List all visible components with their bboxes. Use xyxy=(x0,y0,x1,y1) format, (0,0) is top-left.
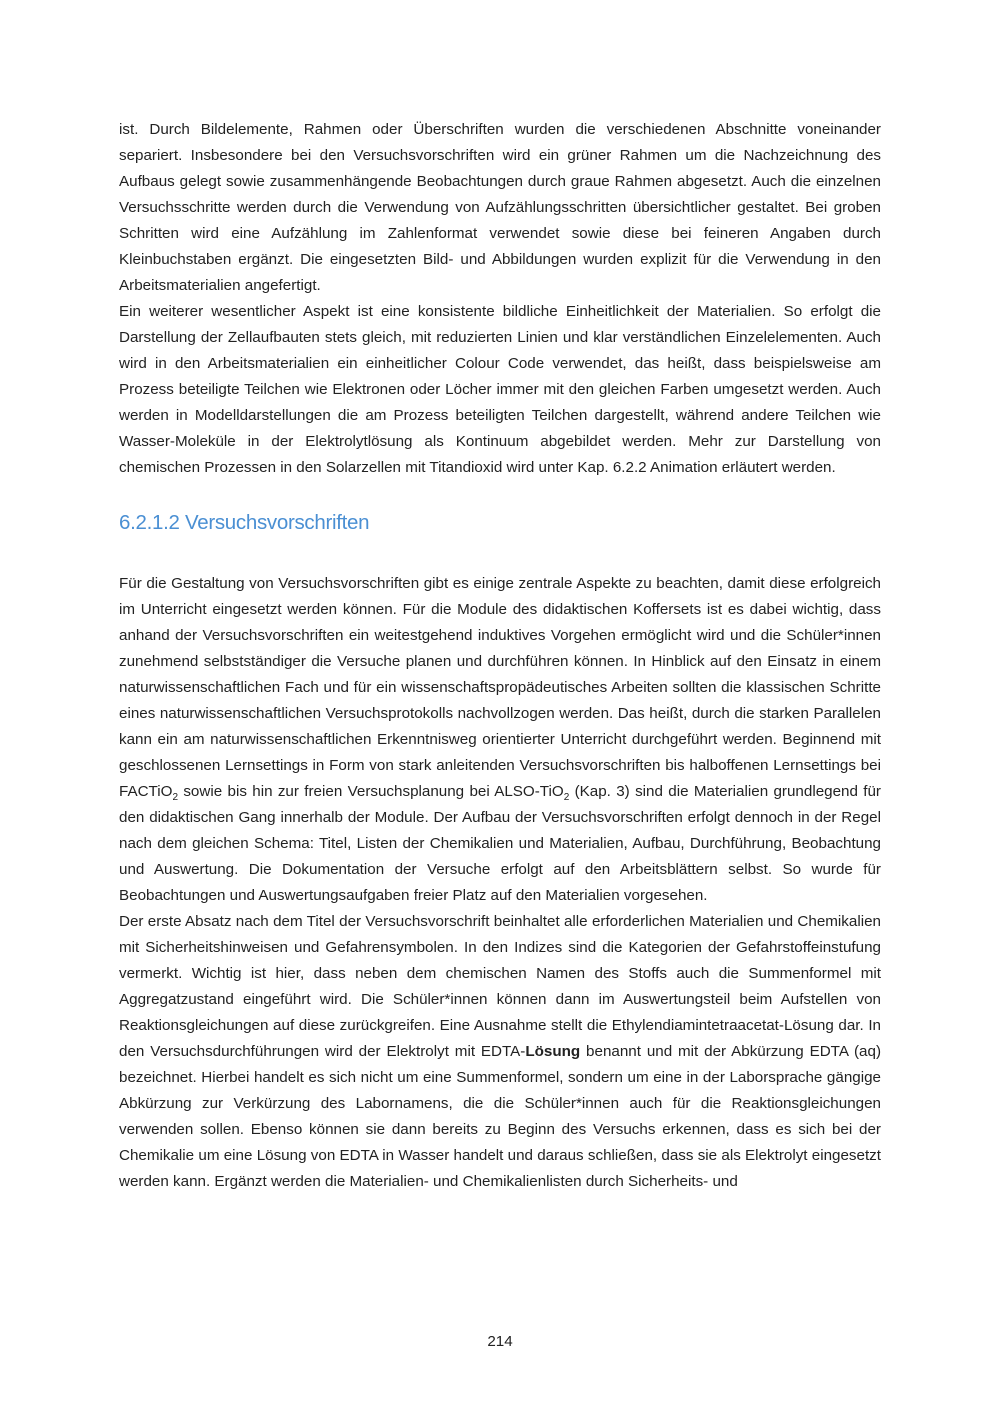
paragraph-text: sowie bis hin zur freien Versuchsplanung bei ALSO-TiO xyxy=(178,783,564,800)
paragraph-text: benannt und mit der Abkürzung EDTA (aq) bezeichnet. Hierbei handelt es sich nicht um eine Summenformel, sondern um eine in der Laborsprache gängige Abkürzung zur Verkürzung des Labornamens, die die Schüler*innen auch für die Reaktionsgleichungen verwenden sollen. Ebenso können sie dann bereits zu Beginn des Versuchs erkennen, dass es sich bei der Chemikalie um eine Lösung von EDTA in Wasser handelt und daraus schließen, dass sie als Elektrolyt eingesetzt werden kann. Ergänzt werden die Materialien- und Chemikalienlisten durch Sicherheits- und xyxy=(119,1043,882,1190)
subscript: 2 xyxy=(563,792,570,804)
paragraph-layout-conventions: ist. Durch Bildelemente, Rahmen oder Überschriften wurden die verschiedenen Abschnitte voneinander separiert. Insbesondere bei den Versuchsvorschriften wird ein grüner Rahmen um die Nachzeichnung des Aufbaus gelegt sowie zusammenhängende Beobachtungen durch graue Rahmen abgesetzt. Auch die einzelnen Versuchsschritte werden durch die Verwendung von Aufzählungsschritten übersichtlicher gestaltet. Bei groben Schritten wird eine Aufzählung im Zahlenformat verwendet sowie diese bei feineren Angaben durch Kleinbuchstaben ergänzt. Die eingesetzten Bild- und Abbildungen wurden explizit für die Verwendung in den Arbeitsmaterialien angefertigt. xyxy=(119,121,881,294)
section-heading: 6.2.1.2 Versuchsvorschriften xyxy=(119,511,370,534)
paragraph-materials-list xyxy=(119,909,881,1195)
bold-text: Lösung xyxy=(525,1043,581,1060)
paragraph-text: Für die Gestaltung von Versuchsvorschriften gibt es einige zentrale Aspekte zu beachten, damit diese erfolgreich im Unterricht eingesetzt werden können. Für die Module des didaktischen Koffersets ist es dabei wichtig, dass anhand der Versuchsvorschriften ein weitestgehend induktives Vorgehen ermöglicht wird und die Schüler*innen zunehmend selbstständiger die Versuche planen und durchführen können. In Hinblick auf den Einsatz in einem naturwissenschaftlichen Fach und für ein wissenschaftspropädeutisches Arbeiten sollten die klassischen Schritte eines naturwissenschaftlichen Versuchsprotokolls nachvollzogen werden. Das heißt, durch die starken Parallelen kann ein am naturwissenschaftlichen Erkenntnisweg orientierter Unterricht durchgeführt werden. Beginnend mit geschlossenen Lernsettings in Form von stark anleitenden Versuchsvorschriften bis halboffenen Lernsettings bei FACTiO xyxy=(119,575,881,800)
paragraph-text: (Kap. 3) sind die Materialien grundlegend für den didaktischen Gang innerhalb der Module. Der Aufbau der Versuchsvorschriften erfolgt dennoch in der Regel nach dem gleichen Schema: Titel, Listen der Chemikalien und Materialien, Aufbau, Durchführung, Beobachtung und Auswertung. Die Dokumentation der Versuche erfolgt auf den Arbeitsblättern selbst. So wurde für Beobachtungen und Auswertungsaufgaben freier Platz auf den Materialien vorgesehen. xyxy=(119,783,881,904)
paragraph-visual-consistency: Ein weiterer wesentlicher Aspekt ist eine konsistente bildliche Einheitlichkeit der Materialien. So erfolgt die Darstellung der Zellaufbauten stets gleich, mit reduzierten Linien und klar verständlichen Einzelelementen. Auch wird in den Arbeitsmaterialien ein einheitlicher Colour Code verwendet, das heißt, dass beispielsweise am Prozess beteiligte Teilchen wie Elektronen oder Löcher immer mit den gleichen Farben umgesetzt werden. Auch werden in Modelldarstellungen die am Prozess beteiligten Teilchen dargestellt, während andere Teilchen wie Wasser-Moleküle in der Elektrolytlösung als Kontinuum abgebildet werden. Mehr zur Darstellung von chemischen Prozessen in den Solarzellen mit Titandioxid wird unter Kap. 6.2.2 Animation erläutert werden. xyxy=(119,303,881,476)
subscript: 2 xyxy=(172,792,178,804)
page-number: 214 xyxy=(487,1333,513,1350)
paragraph-experiment-instructions xyxy=(119,571,881,909)
paragraph-text: Der erste Absatz nach dem Titel der Versuchsvorschrift beinhaltet alle erforderlichen Materialien und Chemikalien mit Sicherheitshinweisen und Gefahrensymbolen. In den Indizes sind die Kategorien der Gefahrstoffeinstufung vermerkt. Wichtig ist hier, dass neben dem chemischen Namen des Stoffs auch die Summenformel mit Aggregatzustand eingeführt wird. Die Schüler*innen können dann im Auswertungsteil beim Aufstellen von Reaktionsgleichungen auf diese zurückgreifen. Eine Ausnahme stellt die Ethylendiamintetraacetat-Lösung dar. In den Versuchsdurchführungen wird der Elektrolyt mit EDTA- xyxy=(119,913,881,1060)
document-body xyxy=(119,117,881,1195)
